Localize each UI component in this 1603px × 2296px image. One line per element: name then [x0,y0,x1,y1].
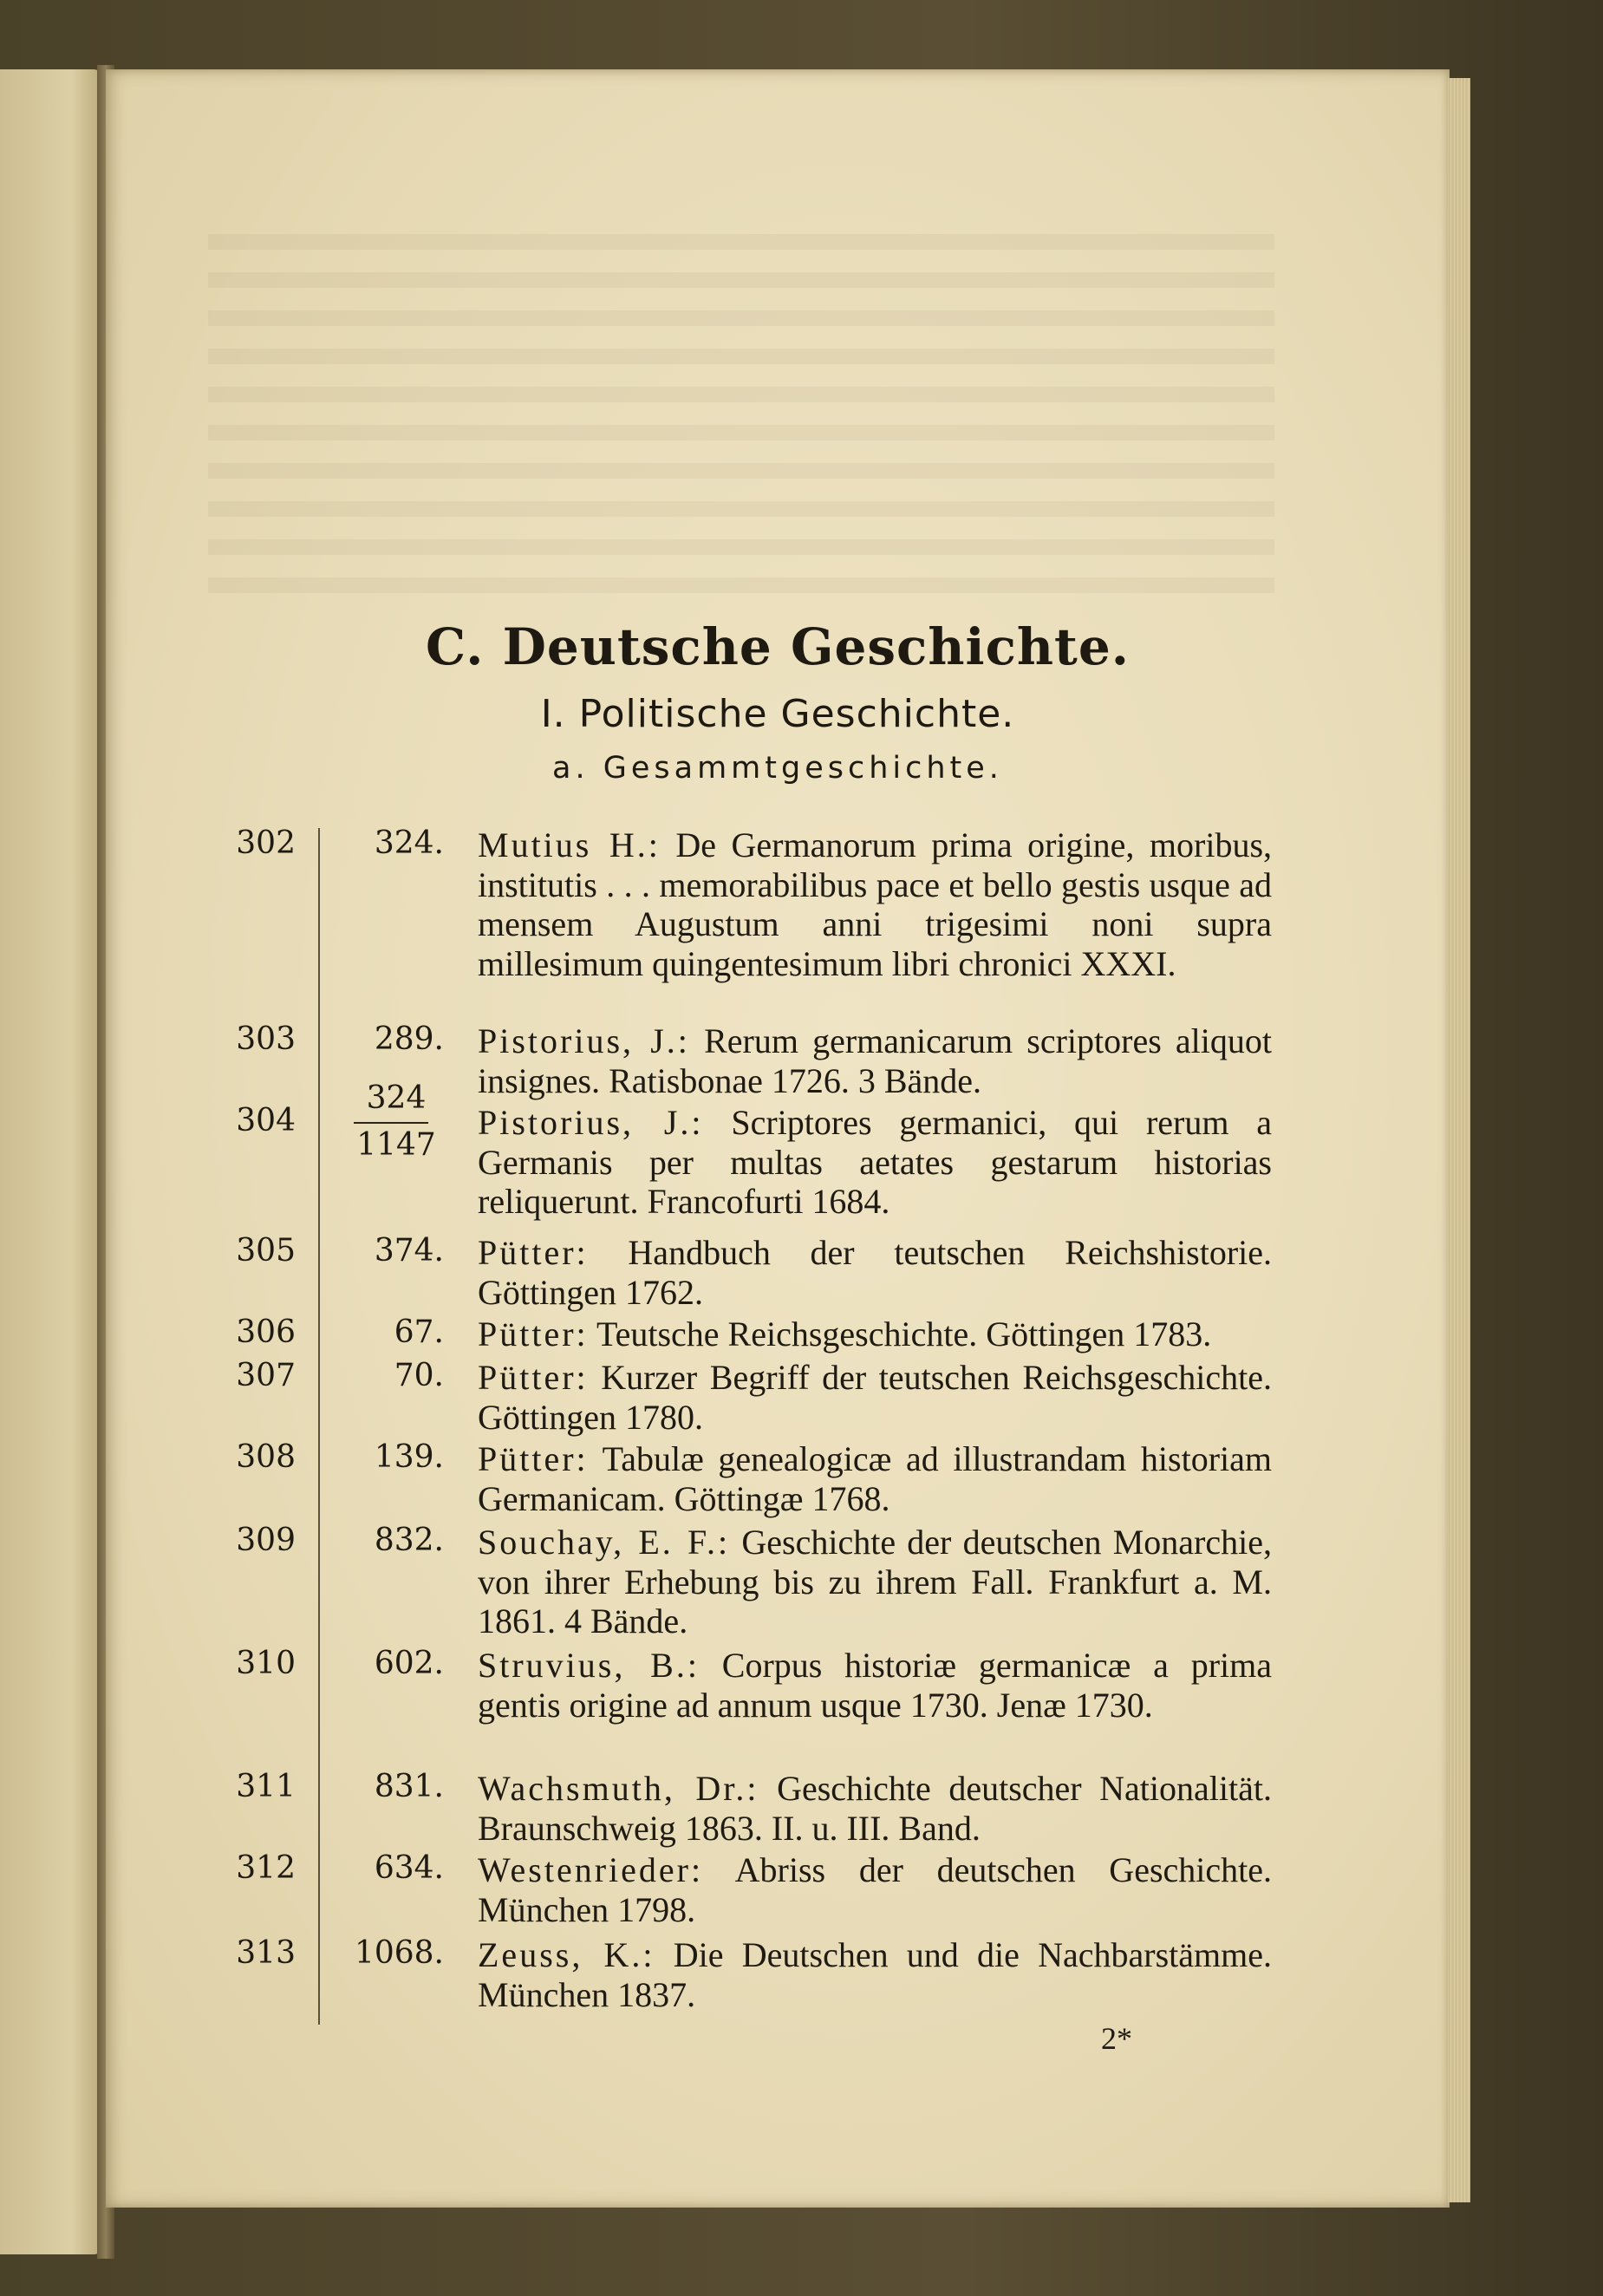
reference-number: 602. [374,1646,444,1681]
entry-author: Struvius, B.: [478,1646,700,1685]
entry-description: Teutsche Reichsgeschichte. Göttingen 1783. [596,1314,1212,1353]
show-through [208,234,1274,598]
entry-text [478,825,1272,983]
reference-number: 289. [374,1021,444,1057]
entry-author: Souchay, E. F.: [478,1523,731,1562]
entry-number: 310 [236,1646,296,1681]
entry-text [478,1358,1272,1437]
subsection-heading: I. Politische Geschichte. [540,692,1015,736]
reference-number: 70. [394,1358,444,1393]
entry-number: 302 [236,825,296,861]
entry-description: De Germanorum prima origine, moribus, institutis . . . memorabilibus pace et bello gestis usque ad mensem Augustum anni trigesimi noni supra millesimum quingentesimum libri chronici XXXI. [478,825,1273,983]
entry-number: 309 [236,1523,296,1558]
entry-author: Mutius H.: [478,825,661,864]
entry-author: Pistorius, J.: [478,1103,704,1142]
entry-text [478,1646,1272,1725]
reference-number: 67. [394,1314,444,1350]
entry-text [478,1021,1272,1100]
entry-number: 307 [236,1358,296,1393]
page-stack-edge [1448,78,1470,2202]
entry-number: 311 [236,1769,296,1804]
entry-text [478,1233,1272,1312]
section-heading: C. Deutsche Geschichte. [426,617,1130,676]
entry-description: Kurzer Begriff der teutschen Reichsgeschichte. Göttingen 1780. [478,1358,1273,1437]
entry-description: Rerum germanicarum scriptores aliquot insignes. Ratisbonae 1726. 3 Bände. [478,1021,1273,1100]
entry-text [478,1850,1272,1929]
entry-author: Westenrieder: [478,1850,704,1889]
entry-text [478,1103,1272,1222]
entry-author: Wachsmuth, Dr.: [478,1769,759,1808]
entry-description: Geschichte der deutschen Monarchie, von ihrer Erhebung bis zu ihrem Fall. Frankfurt a. M. 1861. 4 Bände. [478,1523,1272,1640]
reference-number: 634. [374,1850,444,1886]
sum-bottom: 1147 [356,1127,436,1163]
entry-number: 308 [236,1439,296,1475]
reference-number: 324. [374,825,444,861]
entry-description: Scriptores germanici, qui rerum a Germanis per multas aetates gestarum historias reliquerunt. Francofurti 1684. [478,1103,1273,1221]
entry-description: Handbuch der teutschen Reichshistorie. Göttingen 1762. [478,1233,1273,1312]
entry-author: Pütter: [478,1358,589,1397]
reference-number: 831. [374,1769,444,1804]
entry-number: 304 [236,1103,296,1138]
entry-text [478,1769,1272,1848]
left-page-edge [0,69,102,2254]
signature-mark: 2* [1101,2021,1132,2056]
entry-text [478,1523,1272,1641]
reference-number: 1068. [354,1935,444,1971]
entry-description: Corpus historiæ germanicæ a prima gentis origine ad annum usque 1730. Jenæ 1730. [478,1646,1273,1725]
sum-top: 324 [366,1080,427,1116]
entry-author: Pütter: [478,1439,589,1478]
entry-text [478,1935,1272,2014]
entry-author: Pistorius, J.: [478,1021,690,1060]
entry-text [478,1439,1272,1518]
entry-description: Abriss der deutschen Geschichte. München 1798. [478,1850,1272,1929]
entry-author: Pütter: [478,1233,589,1272]
entry-number: 306 [236,1314,296,1350]
entry-description: Geschichte deutscher Nationalität. Braunschweig 1863. II. u. III. Band. [478,1769,1272,1848]
entry-description: Tabulæ genealogicæ ad illustrandam historiam Germanicam. Göttingæ 1768. [478,1439,1272,1518]
entry-author: Zeuss, K.: [478,1935,655,1974]
entry-number: 313 [236,1935,296,1971]
entry-number: 305 [236,1233,296,1269]
subsubsection-heading: a. Gesammtgeschichte. [552,751,1003,786]
reference-number: 139. [374,1439,444,1475]
entry-number: 303 [236,1021,296,1057]
entry-description: Die Deutschen und die Nachbarstämme. München 1837. [478,1935,1272,2014]
reference-number: 832. [374,1523,444,1558]
entry-author: Pütter: [478,1314,589,1353]
reference-number: 374. [374,1233,444,1269]
column-divider [318,828,320,2025]
sum-rule [354,1122,428,1124]
entry-number: 312 [236,1850,296,1886]
entry-text [478,1314,1272,1354]
